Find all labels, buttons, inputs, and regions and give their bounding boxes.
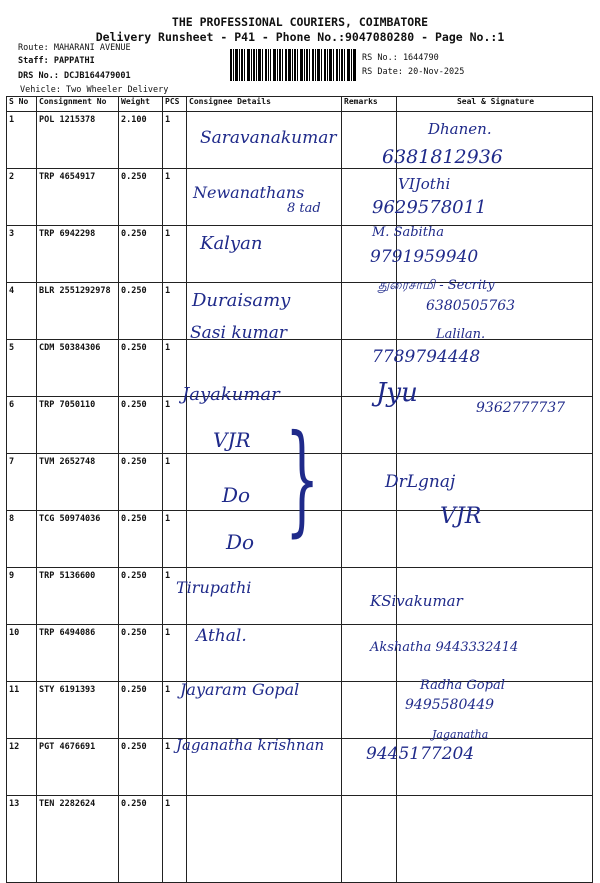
row-sno: 7 xyxy=(7,454,37,511)
row-weight: 0.250 xyxy=(119,511,163,568)
handwritten-signature: Jaganatha xyxy=(432,728,489,741)
row-sno: 8 xyxy=(7,511,37,568)
row-consignment: BLR 2551292978 xyxy=(37,283,119,340)
row-signature xyxy=(397,511,593,568)
handwritten-signature: KSivakumar xyxy=(370,592,463,610)
row-pcs: 1 xyxy=(163,739,187,796)
row-consignment: TRP 7050110 xyxy=(37,397,119,454)
handwritten-consignee: Do xyxy=(222,483,251,507)
handwritten-consignee: VJR xyxy=(213,428,251,452)
row-sno: 9 xyxy=(7,568,37,625)
row-sno: 4 xyxy=(7,283,37,340)
row-pcs: 1 xyxy=(163,796,187,883)
row-pcs: 1 xyxy=(163,682,187,739)
rs-date: RS Date: 20-Nov-2025 xyxy=(362,67,465,77)
barcode-icon xyxy=(230,49,356,81)
row-consignment: TRP 6942298 xyxy=(37,226,119,283)
table-row xyxy=(7,226,593,283)
row-weight: 0.250 xyxy=(119,283,163,340)
row-sno: 12 xyxy=(7,739,37,796)
handwritten-signature: Akshatha 9443332414 xyxy=(370,640,519,655)
row-weight: 0.250 xyxy=(119,169,163,226)
row-weight: 0.250 xyxy=(119,340,163,397)
handwritten-phone: 6381812936 xyxy=(382,146,503,168)
row-sno: 10 xyxy=(7,625,37,682)
row-sno: 2 xyxy=(7,169,37,226)
handwritten-phone: 9629578011 xyxy=(372,197,487,218)
row-pcs: 1 xyxy=(163,283,187,340)
row-remarks xyxy=(342,682,397,739)
handwritten-signature: DrLgnaj xyxy=(385,472,456,492)
handwritten-signature: Radha Gopal xyxy=(420,678,505,693)
handwritten-consignee: Athal. xyxy=(196,626,247,646)
row-pcs: 1 xyxy=(163,397,187,454)
company-title: THE PROFESSIONAL COURIERS, COIMBATORE xyxy=(171,15,429,29)
drs-label: DRS No.: DCJB164479001 xyxy=(18,71,131,81)
row-signature xyxy=(397,796,593,883)
handwritten-signature: Jyu xyxy=(376,378,418,408)
handwritten-phone: 6380505763 xyxy=(426,298,516,314)
row-pcs: 1 xyxy=(163,511,187,568)
row-weight: 0.250 xyxy=(119,397,163,454)
row-consignment: TEN 2282624 xyxy=(37,796,119,883)
row-pcs: 1 xyxy=(163,625,187,682)
row-weight: 0.250 xyxy=(119,226,163,283)
rs-number: RS No.: 1644790 xyxy=(362,53,439,63)
row-sno: 5 xyxy=(7,340,37,397)
row-weight: 2.100 xyxy=(119,112,163,169)
table-header-row xyxy=(7,97,593,112)
col-sno: S No xyxy=(7,97,37,112)
table-row xyxy=(7,340,593,397)
handwritten-consignee: Do xyxy=(226,530,255,554)
handwritten-signature: M. Sabitha xyxy=(372,225,445,240)
row-sno: 3 xyxy=(7,226,37,283)
row-sno: 11 xyxy=(7,682,37,739)
row-consignment: PGT 4676691 xyxy=(37,739,119,796)
row-pcs: 1 xyxy=(163,226,187,283)
handwritten-consignee: Jaganatha krishnan xyxy=(176,736,325,754)
row-consignment: TRP 6494086 xyxy=(37,625,119,682)
row-pcs: 1 xyxy=(163,112,187,169)
handwritten-phone: 9445177204 xyxy=(366,744,475,764)
handwritten-phone: 7789794448 xyxy=(372,347,481,367)
row-consignment: CDM 50384306 xyxy=(37,340,119,397)
handwritten-phone: 9791959940 xyxy=(370,247,479,267)
handwritten-signature: Dhanen. xyxy=(428,120,492,138)
row-consignee xyxy=(187,796,342,883)
row-remarks xyxy=(342,796,397,883)
handwritten-consignee: Jayaram Gopal xyxy=(180,680,300,699)
row-consignment: TRP 4654917 xyxy=(37,169,119,226)
handwritten-phone: 9362777737 xyxy=(476,400,566,416)
row-remarks xyxy=(342,511,397,568)
handwritten-signature: VIJothi xyxy=(398,175,451,193)
handwritten-consignee: Sasi kumar xyxy=(190,323,287,343)
handwritten-signature: VJR xyxy=(440,504,482,529)
col-weight: Weight xyxy=(119,97,163,112)
row-weight: 0.250 xyxy=(119,682,163,739)
row-consignment: POL 1215378 xyxy=(37,112,119,169)
table-row xyxy=(7,568,593,625)
handwritten-signature: துரைசாமி - Secrity xyxy=(378,278,495,293)
brace-mark-icon: } xyxy=(285,410,320,549)
handwritten-consignee: Duraisamy xyxy=(192,290,291,311)
route-label: Route: MAHARANI AVENUE xyxy=(18,43,131,53)
table-row xyxy=(7,796,593,883)
row-sno: 1 xyxy=(7,112,37,169)
row-weight: 0.250 xyxy=(119,568,163,625)
col-remarks: Remarks xyxy=(342,97,397,112)
row-pcs: 1 xyxy=(163,340,187,397)
row-weight: 0.250 xyxy=(119,739,163,796)
handwritten-signature: Lalilan. xyxy=(436,327,486,342)
row-consignment: TCG 50974036 xyxy=(37,511,119,568)
row-pcs: 1 xyxy=(163,568,187,625)
row-weight: 0.250 xyxy=(119,625,163,682)
row-consignment: STY 6191393 xyxy=(37,682,119,739)
runsheet-subtitle: Delivery Runsheet - P41 - Phone No.:9047080280 - Page No.:1 xyxy=(95,30,505,44)
col-pcs: PCS xyxy=(163,97,187,112)
row-weight: 0.250 xyxy=(119,454,163,511)
row-sno: 13 xyxy=(7,796,37,883)
row-consignment: TVM 2652748 xyxy=(37,454,119,511)
row-pcs: 1 xyxy=(163,454,187,511)
handwritten-consignee: Jayakumar xyxy=(182,384,280,405)
col-consignee: Consignee Details xyxy=(187,97,342,112)
handwritten-consignee-line2: 8 tad xyxy=(287,201,321,216)
handwritten-consignee: Tirupathi xyxy=(176,578,252,597)
handwritten-phone: 9495580449 xyxy=(405,697,495,713)
handwritten-consignee: Newanathans xyxy=(193,183,305,202)
row-sno: 6 xyxy=(7,397,37,454)
handwritten-consignee: Saravanakumar xyxy=(200,128,337,148)
staff-label: Staff: PAPPATHI xyxy=(18,56,95,66)
vehicle-label: Vehicle: Two Wheeler Delivery xyxy=(20,85,169,95)
row-pcs: 1 xyxy=(163,169,187,226)
row-consignment: TRP 5136600 xyxy=(37,568,119,625)
handwritten-consignee: Kalyan xyxy=(200,233,263,254)
row-weight: 0.250 xyxy=(119,796,163,883)
col-signature: Seal & Signature xyxy=(397,97,593,112)
col-consignment: Consignment No xyxy=(37,97,119,112)
